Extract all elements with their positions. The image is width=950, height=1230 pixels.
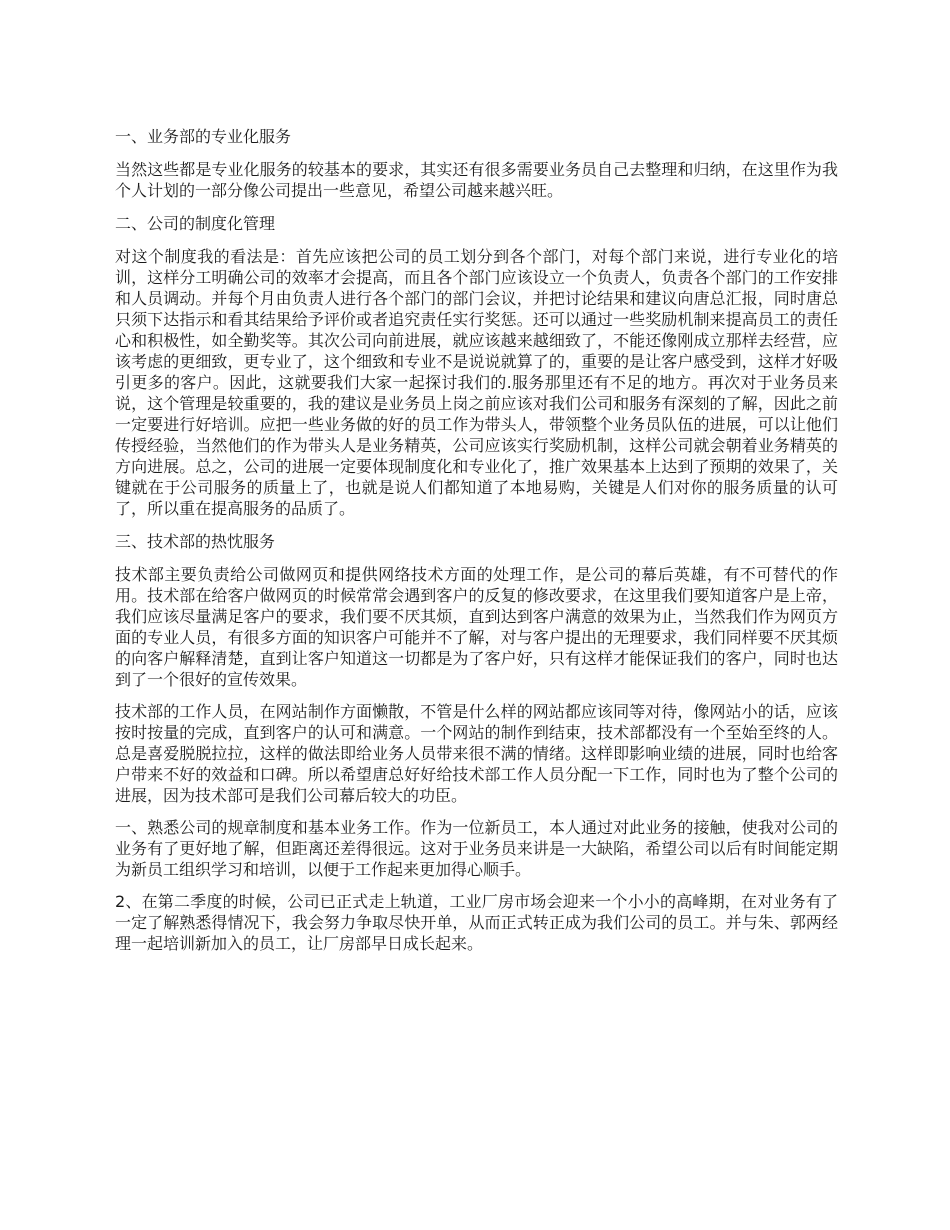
paragraph-tech-1: 技术部主要负责给公司做网页和提供网络技术方面的处理工作，是公司的幕后英雄，有不可替代的作用。技术部在给客户做网页的时候常常会遇到客户的反复的修改要求，在这里我们要知道客户是上帝，我们应该尽量满足客户的要求，我们要不厌其烦，直到达到客户满意的效果为止，当然我们作为网页方面的专业人员，有很多方面的知识客户可能并不了解，对与客户提出的无理要求，我们同样要不厌其烦的向客户解释清楚，直到让客户知道这一切都是为了客户好，只有这样才能保证我们的客户，同时也达到了一个很好的宣传效果。: [115, 565, 838, 689]
paragraph-management: 对这个制度我的看法是：首先应该把公司的员工划分到各个部门，对每个部门来说，进行专业化的培训，这样分工明确公司的效率才会提高，而且各个部门应该设立一个负责人，负责各个部门的工作安排和人员调动。并每个月由负责人进行各个部门的部门会议，并把讨论结果和建议向唐总汇报，同时唐总只须下达指示和看其结果给予评价或者追究责任实行奖惩。还可以通过一些奖励机制来提高员工的责任心和积极性，如全勤奖等。其次公司向前进展，就应该越来越细致了，不能还像刚成立那样去经营，应该考虑的更细致，更专业了，这个细致和专业不是说说就算了的，重要的是让客户感受到，这样才好吸引更多的客户。因此，这就要我们大家一起探讨我们的.服务那里还有不足的地方。再次对于业务员来说，这个管理是较重要的，我的建议是业务员上岗之前应该对我们公司和服务有深刻的了解，因此之前一定要进行好培训。应把一些业务做的好的员工作为带头人，带领整个业务员队伍的进展，可以让他们传授经验，当然他们的作为带头人是业务精英，公司应该实行奖励机制，这样公司就会朝着业务精英的方向进展。总之，公司的进展一定要体现制度化和专业化了，推广效果基本上达到了预期的效果了，关键就在于公司服务的质量上了，也就是说人们都知道了本地易购，关键是人们对你的服务质量的认可了，所以重在提高服务的品质了。: [115, 247, 838, 518]
paragraph-business-intro: 当然这些都是专业化服务的较基本的要求，其实还有很多需要业务员自己去整理和归纳，在这里作为我个人计划的一部分像公司提出一些意见，希望公司越来越兴旺。: [115, 160, 838, 200]
section-heading-business: 一、业务部的专业化服务: [115, 127, 292, 146]
paragraph-plan-1: 一、熟悉公司的规章制度和基本业务工作。作为一位新员工，本人通过对此业务的接触，使我对公司的业务有了更好地了解，但距离还差得很远。这对于业务员来讲是一大缺陷，希望公司以后有时间能定期为新员工组织学习和培训，以便于工作起来更加得心顺手。: [115, 818, 838, 879]
paragraph-plan-2: 2、在第二季度的时候，公司已正式走上轨道，工业厂房市场会迎来一个小小的高峰期，在对业务有了一定了解熟悉得情况下，我会努力争取尽快开单，从而正式转正成为我们公司的员工。并与朱、郭两经理一起培训新加入的员工，让厂房部早日成长起来。: [115, 892, 838, 953]
paragraph-tech-2: 技术部的工作人员，在网站制作方面懒散，不管是什么样的网站都应该同等对待，像网站小的话，应该按时按量的完成，直到客户的认可和满意。一个网站的制作到结束，技术部都没有一个至始至终的人。总是喜爱脱脱拉拉，这样的做法即给业务人员带来很不满的情绪。这样即影响业绩的进展，同时也给客户带来不好的效益和口碑。所以希望唐总好好给技术部工作人员分配一下工作，同时也为了整个公司的进展，因为技术部可是我们公司幕后较大的功臣。: [115, 702, 838, 805]
section-heading-tech: 三、技术部的热忱服务: [115, 532, 276, 551]
section-heading-management: 二、公司的制度化管理: [115, 214, 276, 233]
